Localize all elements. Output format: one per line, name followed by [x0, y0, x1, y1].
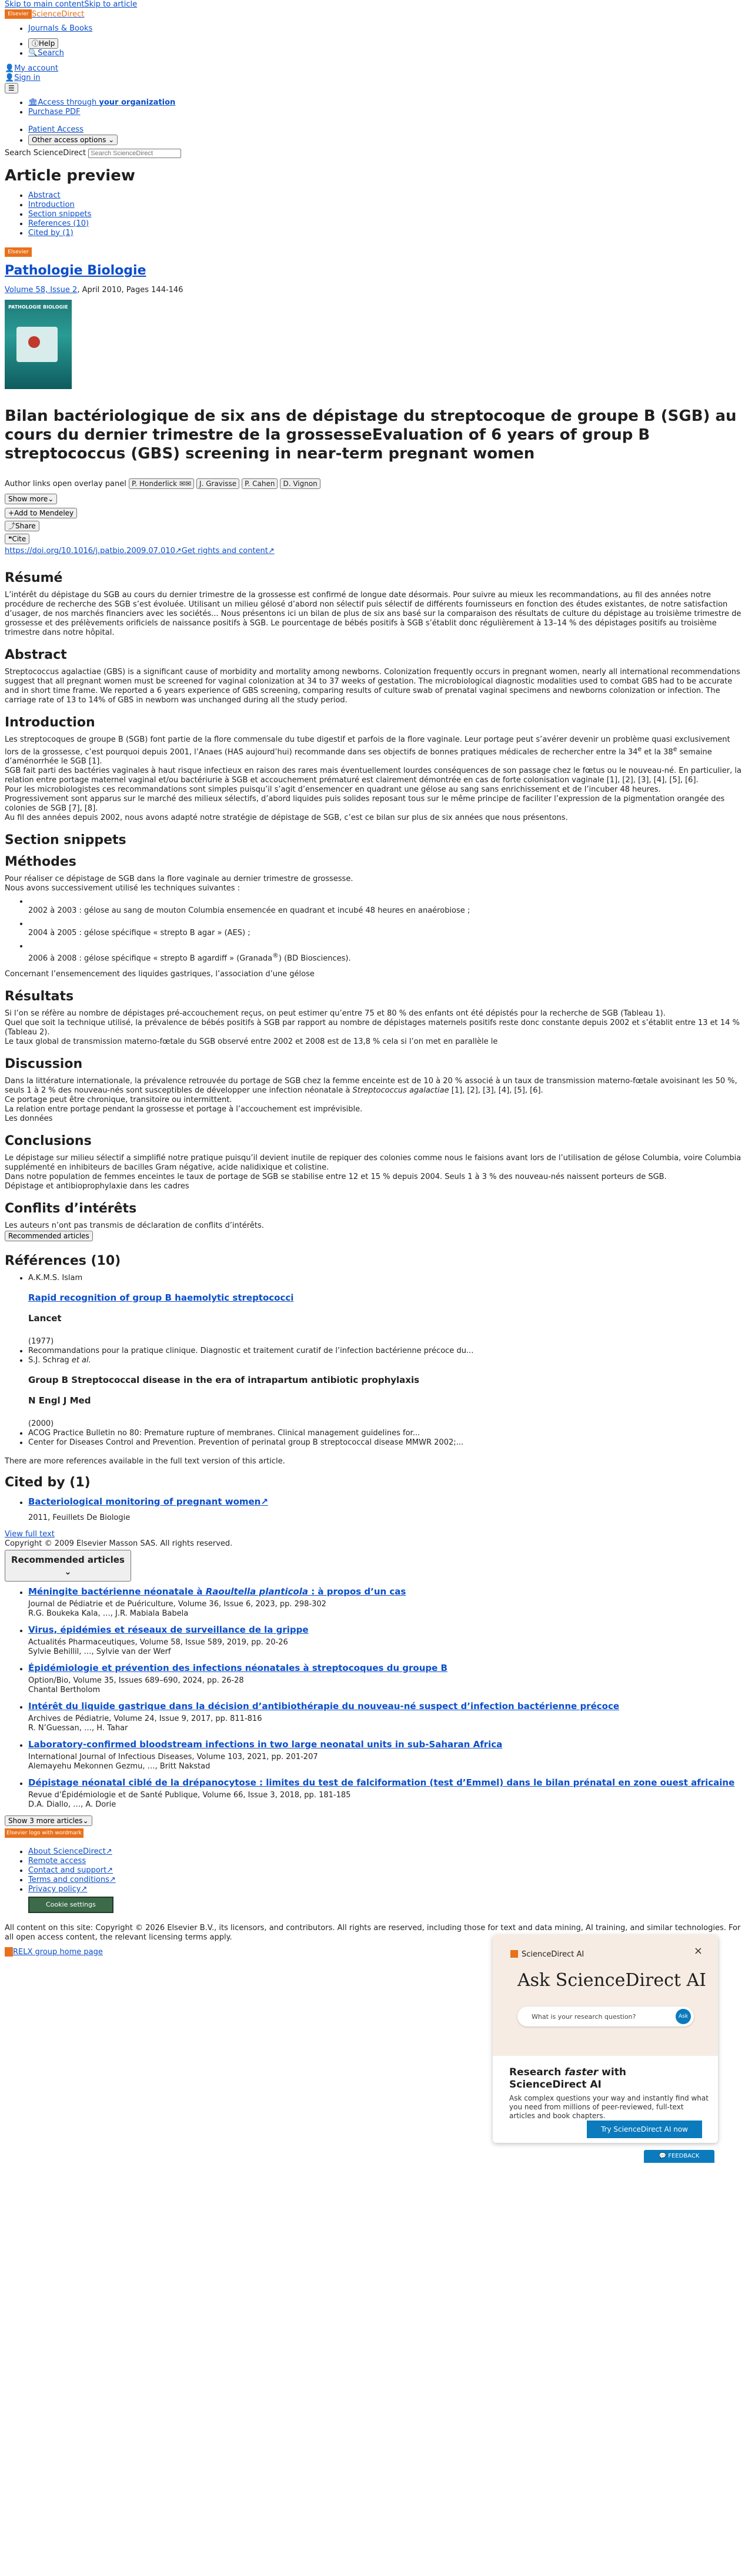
ai-headline-italic: faster [564, 2066, 599, 2078]
abstract-heading: Abstract [5, 648, 67, 662]
intro-paragraph-5: Au fil des années depuis 2002, nous avons adapté notre stratégie de dépistage de SGB, c’est ce bilan sur plus de six années que nous présentons. [5, 813, 568, 823]
add-mendeley-button[interactable] [5, 508, 77, 518]
author-button[interactable] [129, 478, 194, 489]
sciencedirect-ai-icon [510, 1950, 518, 1958]
recommended-authors: Sylvie Behillil, …, Sylvie van der Werf [28, 1647, 171, 1656]
footer-link-label: Remote access [28, 1857, 86, 1866]
doi-row [5, 547, 746, 556]
elsevier-tree-icon: Elsevier [5, 247, 32, 257]
article-preview-title: Article preview [5, 166, 135, 185]
recommended-title-link[interactable] [28, 1777, 734, 1788]
ask-button[interactable]: Ask [676, 2009, 691, 2024]
reference-journal: N Engl J Med [28, 1395, 91, 1406]
methods-paragraph-3: Concernant l’ensemencement des liquides gastriques, l’association d’une gélose [5, 969, 315, 979]
account-area [5, 64, 746, 93]
recommended-title: Laboratory-confirmed bloodstream infections in two large neonatal units in sub-Saharan Africa [28, 1738, 503, 1750]
recommended-articles-small-button[interactable]: Recommended articles [5, 1231, 93, 1241]
recommended-list [5, 1586, 746, 1810]
intro-p1-a: Les streptocoques de groupe B (SGB) font partie de la flore commensale du tube digestif et parfois de la flore vaginale. Leur portage peut s’avérer devenir un problème quasi exclusivement lors de la grossesse, c’est pourquoi depuis 2001, l’Anaes (HAS aujourd’hui) recommande dans ses objectifs de bonnes pratiques médicales de rechercher entre la 34 [5, 735, 730, 757]
volume-info [5, 286, 746, 295]
institution-access-link[interactable] [28, 98, 175, 107]
rights-text: Get rights and content [181, 547, 268, 555]
search-form-label: Search ScienceDirect [5, 148, 86, 158]
references-list [5, 1274, 746, 1448]
reference-year: (2000) [28, 1419, 54, 1428]
email-icon: ✉✉ [177, 480, 192, 488]
show-more-label: Show more [8, 495, 48, 503]
reference-etal: et al. [71, 1355, 91, 1365]
toc-link[interactable]: Section snippets [28, 209, 92, 219]
discussion-paragraph-3: La relation entre portage pendant la grossesse et portage à l’accouchement est imprévisible. [5, 1104, 363, 1114]
recommended-title-link[interactable] [28, 1701, 619, 1711]
cookie-settings-button[interactable]: Cookie settings [28, 1897, 113, 1913]
reference-author: S.J. Schrag [28, 1355, 72, 1365]
show-more-articles-label: Show 3 more articles [8, 1816, 83, 1825]
footer-legal: All content on this site: Copyright © 2026 Elsevier B.V., its licensors, and contributors. All rights are reserved, including those for text and data mining, AI training, and similar technologies. For all open access content, the relevant licensing terms apply. [5, 1924, 741, 1942]
chevron-down-icon: ⌄ [64, 1566, 72, 1577]
view-full-text-link[interactable]: View full text [5, 1529, 55, 1539]
reference-journal: Lancet [28, 1312, 62, 1324]
relx-link[interactable] [5, 1948, 103, 1957]
share-label: Share [15, 522, 36, 530]
ai-search-placeholder: What is your research question? [532, 2013, 636, 2021]
reference-title: Group B Streptococcal disease in the era of intrapartum antibiotic prophylaxis [28, 1374, 420, 1385]
purchase-pdf-link[interactable]: Purchase PDF [28, 107, 81, 116]
conclusions-paragraph-2: Dans notre population de femmes enceintes le taux de portage de SGB se stabilise entre 12 et 15 % depuis 2004. Seuls 1 à 3 % des nouveau-nés naissent porteurs de SGB. [5, 1172, 667, 1181]
recommended-item [28, 1777, 746, 1810]
help-button[interactable] [28, 38, 58, 49]
toc-link[interactable]: References (10) [28, 219, 89, 228]
recommended-item [28, 1663, 746, 1695]
author-name: P. Cahen [245, 480, 275, 488]
cited-by-title: Bacteriological monitoring of pregnant women [28, 1496, 261, 1507]
discussion-paragraph-1 [5, 1077, 746, 1096]
recommended-authors: Chantal Bertholom [28, 1685, 101, 1694]
snippets-heading: Section snippets [5, 833, 126, 848]
recommended-title-link[interactable] [28, 1624, 309, 1635]
reference-title-link[interactable]: Rapid recognition of group B haemolytic streptococci [28, 1292, 294, 1303]
ai-headline-b: with ScienceDirect AI [509, 2066, 626, 2091]
publisher-logo-link[interactable] [5, 247, 32, 256]
cite-button[interactable] [5, 534, 29, 544]
header [5, 9, 746, 158]
page-root [5, 0, 746, 1957]
recommended-item [28, 1586, 746, 1619]
recommended-label: Recommended articles [11, 1554, 125, 1565]
recommended-journal: Revue d’Épidémiologie et de Santé Publique, Volume 66, Issue 3, 2018, pp. 181-185 [28, 1790, 351, 1800]
my-account-link[interactable]: My account [14, 63, 59, 73]
recommended-title-link[interactable] [28, 1663, 447, 1673]
menu-button[interactable] [5, 83, 18, 93]
recommended-articles-button[interactable] [5, 1550, 131, 1582]
recommended-title: Virus, épidémies et réseaux de surveillance de la grippe [28, 1624, 309, 1635]
footer-link[interactable] [28, 1885, 87, 1894]
external-link-icon: ↗ [109, 1875, 116, 1885]
elsevier-wordmark-icon: Elsevier logo with wordmark [5, 1828, 83, 1838]
recommended-title-link[interactable] [28, 1739, 502, 1750]
author-name: P. Honderlick [131, 480, 178, 488]
toc-item [28, 210, 746, 219]
recommended-journal: International Journal of Infectious Diseases, Volume 103, 2021, pp. 201-207 [28, 1752, 318, 1761]
author-links-label: Author links open overlay panel [5, 480, 126, 488]
doi-link[interactable] [5, 547, 182, 555]
external-link-icon: ↗ [260, 1496, 268, 1507]
chevron-down-icon: ⌄ [82, 1816, 89, 1825]
toc-item [28, 229, 746, 238]
home-link[interactable] [5, 9, 85, 26]
recommended-journal: Archives de Pédiatrie, Volume 24, Issue 9, 2017, pp. 811-816 [28, 1714, 262, 1723]
feedback-label: FEEDBACK [668, 2153, 700, 2159]
other-access-button[interactable] [28, 135, 118, 145]
reference-item: • Recommandations pour la pratique clinique. Diagnostic et traitement curatif de l’infection bactérienne précoce du... [28, 1346, 746, 1356]
footer-link-label: Privacy policy [28, 1885, 81, 1894]
conclusions-paragraph-3: Dépistage et antibioprophylaxie dans les cadres [5, 1181, 189, 1191]
intro-p1-b: et la 38 [642, 748, 673, 757]
patient-access-link[interactable]: Patient Access [28, 125, 83, 134]
cover-graphic-dot [28, 336, 40, 348]
author-name: D. Vignon [283, 480, 318, 488]
cited-by-list [5, 1496, 746, 1523]
recommended-authors: Alemayehu Mekonnen Gezmu, …, Britt Nakstad [28, 1761, 211, 1771]
cited-by-heading: Cited by (1) [5, 1475, 91, 1490]
methods-paragraph-1: Pour réaliser ce dépistage de SGB dans la flore vaginale au dernier trimestre de grossesse. [5, 875, 353, 884]
institution-icon: 🏛 [28, 98, 38, 107]
conclusions-paragraph-1: Le dépistage sur milieu sélectif a simplifié notre pratique puisqu’il devient inutile de repiquer des colonies comme nous le faisions avant lors de l’utilisation de gélose Columbia, voire Columbia supplémenté en inhibiteurs de bacilles Gram négative, acide nalidixique et colistine. [5, 1153, 741, 1172]
recommended-title-end: : à propos d’un cas [308, 1586, 406, 1597]
cited-by-meta: 2011, Feuillets De Biologie [28, 1513, 131, 1522]
author-group [5, 478, 746, 489]
toc-link[interactable]: Abstract [28, 190, 61, 200]
journal-title-link[interactable]: Pathologie Biologie [5, 263, 146, 278]
ai-promo-header [493, 1935, 718, 2056]
footer-link[interactable] [28, 1866, 113, 1875]
ai-description: Ask complex questions your way and instantly find what you need from millions of peer-reviewed, full-text articles and book chapters. [509, 2094, 709, 2120]
article-title-fr: Bilan bactériologique de six ans de dépistage du streptocoque de groupe B (SGB) au cours du dernier trimestre de la grossesse [5, 407, 737, 444]
journal-cover-text: PATHOLOGIE BIOLOGIE [8, 304, 68, 310]
recommended-title: Dépistage néonatal ciblé de la drépanocytose : limites du test de falciformation (test d’Emmel) dans le bilan prénatal en zone ouest africaine [28, 1777, 735, 1788]
resume-heading: Résumé [5, 571, 63, 585]
elsevier-logo-icon: Elsevier logo [5, 9, 32, 19]
reference-item: • ACOG Practice Bulletin no 80: Premature rupture of membranes. Clinical management guidelines for... [28, 1429, 746, 1438]
recommended-authors: D.A. Diallo, …, A. Dorie [28, 1800, 116, 1809]
reference-item: • Center for Diseases Control and Prevention. Prevention of perinatal group B streptococcal disease MMWR 2002;... [28, 1438, 746, 1448]
other-access-label: Other access options [32, 135, 106, 144]
share-button[interactable] [5, 521, 39, 531]
recommended-title-italic: Raoultella planticola [205, 1586, 308, 1597]
methods-item: 2002 à 2003 : gélose au sang de mouton Columbia ensemencée en quadrant et incubé 48 heures en anaérobiose ; [28, 906, 470, 916]
access-through-label: Access through [38, 98, 99, 107]
author-button[interactable] [242, 478, 278, 489]
ai-brand [510, 1950, 584, 1959]
recommended-title: Intérêt du liquide gastrique dans la décision d’antibiothérapie du nouveau-né suspect d’infection bactérienne précoce [28, 1700, 620, 1711]
recommended-item [28, 1739, 746, 1771]
help-icon: ⓘ [32, 39, 39, 48]
person-icon: 👤 [5, 63, 15, 73]
recommended-journal: Option/Bio, Volume 35, Issues 689–690, 2024, pp. 26-28 [28, 1676, 244, 1685]
toc-item [28, 219, 746, 229]
discussion-p1-b: [1], [2], [3], [4], [5], [6]. [449, 1086, 543, 1095]
discussion-p1-a: Dans la littérature internationale, la prévalence retrouvée du portage de SGB chez la femme enceinte est de 10 à 20 % associé à un taux de transmission materno-fœtale avoisinant les 50 %, seuls 1 à 2 % des nouveau-nés sont susceptibles de développer une infection néonatale à [5, 1076, 737, 1095]
footer-link-item [28, 1885, 746, 1894]
recommended-journal: Journal de Pédiatrie et de Puériculture, Volume 36, Issue 6, 2023, pp. 298-302 [28, 1599, 326, 1609]
results-paragraph-1: Si l’on se réfère au nombre de dépistages pré-accouchement reçus, on peut estimer qu’entre 75 et 80 % des enfants ont été dépistés pour la recherche de SGB (Tableau 1). [5, 1009, 666, 1018]
recommended-journal: Actualités Pharmaceutiques, Volume 58, Issue 589, 2019, pp. 20-26 [28, 1637, 288, 1647]
article-title [5, 407, 746, 463]
sign-in-link[interactable]: Sign in [14, 73, 41, 82]
external-link-icon: ↗ [81, 1885, 88, 1894]
reference-item [28, 1274, 746, 1346]
recommended-title-link[interactable] [28, 1586, 406, 1597]
intro-paragraph-1 [5, 735, 746, 766]
intro-p1-c: semaine d’aménorrhée le SGB [1]. [5, 748, 712, 766]
resume-text: L’intérêt du dépistage du SGB au cours du dernier trimestre de la grossesse est confirmé de longue date désormais. Pour suivre au mieux les recommandations, au fil des années notre procédure de recherche des SGB s’est évoluée. Utilisant un milieu gélosé d’abord non sélectif puis sélectif de différents fournisseurs en fonction des études existantes, de notre satisfaction d’usager, de nos marchés financiers avec les sociétés... Nous présentons ici un bilan de plus de six ans basé sur la comparaison des résultats de culture du dépistage au troisième trimestre de grossesse et des prélèvements orificiels de naissance positifs à SGB. Le pourcentage de bébés positifs à SGB s’établit donc régulièrement à 13–14 % des dépistages positifs au troisième trimestre dans notre hôpital. [5, 591, 741, 637]
footer-link-label: About ScienceDirect [28, 1847, 106, 1857]
toc-link[interactable]: Cited by (1) [28, 228, 74, 237]
relx-label: RELX group home page [13, 1947, 103, 1957]
author-button[interactable] [196, 478, 239, 489]
journal-cover-image[interactable] [5, 300, 72, 389]
journals-books-link[interactable]: Journals & Books [28, 24, 93, 33]
intro-sup-1: e [637, 745, 642, 753]
discussion-italic: Streptococcus agalactiae [352, 1086, 449, 1095]
author-button[interactable] [280, 478, 320, 489]
skip-main-link[interactable]: Skip to main content [5, 0, 85, 9]
cited-by-title-link[interactable] [28, 1496, 268, 1507]
show-more-articles-button[interactable] [5, 1815, 92, 1826]
ai-brand-label: ScienceDirect AI [522, 1950, 584, 1959]
methods-heading: Méthodes [5, 855, 76, 870]
footer-link-label: Terms and conditions [28, 1875, 109, 1885]
footer-link[interactable] [28, 1857, 86, 1865]
reference-year: (1977) [28, 1336, 54, 1346]
external-link-icon: ↗ [105, 1847, 112, 1857]
share-icon: ⤴ [8, 522, 16, 530]
results-paragraph-3: Le taux global de transmission materno-fœtale du SGB observé entre 2002 et 2008 est de 13,8 % cela si l’on met en parallèle le [5, 1037, 498, 1046]
conflicts-heading: Conflits d’intérêts [5, 1201, 137, 1216]
volume-link[interactable]: Volume 58, Issue 2 [5, 286, 78, 294]
external-link-icon: ↗ [268, 547, 275, 555]
methods-item-end: ) (BD Biosciences). [278, 954, 351, 963]
author-name: J. Gravisse [199, 480, 237, 488]
footer-link-item [28, 1847, 746, 1857]
footer-link-item [28, 1866, 746, 1875]
footer-link[interactable] [28, 1847, 112, 1856]
footer-link-label: Contact and support [28, 1866, 107, 1875]
help-label: Help [39, 39, 55, 48]
sciencedirect-wordmark: ScienceDirect [32, 9, 85, 19]
ai-search-box[interactable] [517, 2006, 694, 2026]
intro-paragraph-4: Progressivement sont apparus sur le marché des milieux sélectifs, d’abord liquides puis solides reposant tous sur le même principe de faciliter l’expression de la pigmentation orangée des colonies de SGB [7], [8]. [5, 795, 725, 813]
ai-promo-dialog [493, 1935, 718, 2143]
external-link-icon: ↗ [106, 1866, 113, 1875]
skip-article-link[interactable]: Skip to article [84, 0, 138, 9]
footer-links [5, 1847, 746, 1894]
recommended-item [28, 1624, 746, 1657]
skip-links [5, 0, 746, 9]
abstract-text: Streptococcus agalactiae (GBS) is a significant cause of morbidity and mortality among newborns. Colonization frequently occurs in pregnant women, nearly all international recommendations suggest that all pregnant women must be screened for vaginal colonization at 34 to 37 weeks of gestation. The microbiological diagnostic modalities used to combat GBS had to be accurate and in short time frame. We reported a 6 years experience of GBS screening, comparing results of culture swab of prenatal vaginal specimens and newborns colonization or infection. The carriage rate of 13 to 14% of GBS in newborn was unchanged during all the study period. [5, 668, 740, 705]
ai-headline-a: Research [509, 2066, 565, 2078]
results-paragraph-2: Quel que soit la technique utilisé, la prévalence de bébés positifs à SGB par rapport au nombre de dépistages maternels positifs reste donc constante depuis 2002 et s’établit entre 13 et 14 % (Tableau 2). [5, 1018, 740, 1037]
toc-item [28, 191, 746, 200]
footer-link[interactable] [28, 1875, 116, 1884]
article-title-en: Evaluation of 6 years of group B streptococcus (GBS) screening in near-term pregnant women [5, 426, 650, 463]
chevron-down-icon: ⌄ [108, 135, 115, 144]
access-options [5, 98, 746, 145]
methods-paragraph-2: Nous avons successivement utilisé les techniques suivantes : [5, 884, 240, 893]
intro-sup-2: e [673, 745, 677, 753]
intro-paragraph-2: SGB fait parti des bactéries vaginales à haut risque infectieux en raison des rares mais éventuellement lourdes conséquences de son passage chez le fœtus ou le nouveau-né. En particulier, la relation entre portage maternel vaginal et/ou bactériurie à SGB et accouchement prématuré est clairement démontrée en cas de forte colonisation vaginale [1], [2], [3], [4], [5], [6]. [5, 766, 741, 785]
references-heading: Références (10) [5, 1253, 121, 1268]
discussion-heading: Discussion [5, 1056, 83, 1071]
ai-headline [509, 2066, 703, 2091]
reference-item [28, 1356, 746, 1429]
search-form [5, 149, 746, 158]
reference-author: • A.K.M.S. Islam [28, 1273, 83, 1282]
recommended-authors: R.G. Boukeka Kala, …, J.R. Mabiala Babela [28, 1609, 189, 1618]
search-icon: 🔍 [28, 48, 38, 58]
ai-title: Ask ScienceDirect AI [517, 1970, 707, 1991]
try-ai-button[interactable]: Try ScienceDirect AI now [587, 2121, 702, 2138]
recommended-authors: R. N’Guessan, …, H. Tahar [28, 1723, 128, 1733]
intro-paragraph-3: Pour les microbiologistes ces recommandations sont simples puisqu’il s’agit d’ensemencer en quadrant une gélose au sang sans enrichissement et de l’incuber 48 heures. [5, 785, 661, 795]
header-actions [5, 38, 746, 58]
preview-toc [5, 191, 746, 238]
methods-list [5, 897, 746, 963]
rights-link[interactable] [182, 547, 275, 555]
recommended-title: Épidémiologie et prévention des infections néonatales à streptocoques du groupe B [28, 1662, 447, 1673]
introduction-heading: Introduction [5, 715, 95, 730]
plus-icon: + [8, 509, 15, 517]
elsevier-footer-logo-link[interactable] [5, 1828, 83, 1837]
doi-text: https://doi.org/10.1016/j.patbio.2009.07.010 [5, 547, 175, 555]
discussion-paragraph-4: Les données [5, 1114, 53, 1123]
copyright-notice: Copyright © 2009 Elsevier Masson SAS. All rights reserved. [5, 1539, 233, 1548]
header-nav [5, 24, 746, 34]
recommended-title: Méningite bactérienne néonatale à [28, 1586, 206, 1597]
registered-mark: ® [272, 952, 279, 960]
cited-by-item [28, 1496, 746, 1523]
feedback-button[interactable] [644, 2150, 714, 2163]
quote-icon: ❝ [8, 535, 12, 543]
methods-item: 2006 à 2008 : gélose spécifique « strepto B agardiff » (Granada [28, 954, 273, 963]
person-icon: 👤 [5, 73, 15, 82]
search-input[interactable] [88, 149, 181, 158]
search-link[interactable] [28, 49, 64, 58]
cite-label: Cite [12, 535, 26, 543]
close-icon[interactable]: × [693, 1945, 703, 1957]
conclusions-heading: Conclusions [5, 1133, 92, 1148]
toc-link[interactable]: Introduction [28, 200, 75, 209]
recommended-item [28, 1701, 746, 1733]
date-pages: , April 2010, Pages 144-146 [77, 286, 183, 294]
external-link-icon: ↗ [175, 547, 182, 555]
discussion-paragraph-2: Ce portage peut être chronique, transitoire ou intermittent. [5, 1095, 232, 1104]
feedback-icon: 💬 [659, 2153, 669, 2159]
footer-link-item [28, 1875, 746, 1885]
relx-logo-icon [5, 1947, 13, 1957]
chevron-down-icon: ⌄ [48, 495, 54, 503]
hamburger-icon: ☰ [8, 83, 15, 92]
footer-link-item [28, 1857, 746, 1866]
show-more-button[interactable] [5, 494, 57, 504]
methods-item: 2004 à 2005 : gélose spécifique « strepto B agar » (AES) ; [28, 929, 250, 938]
more-references-note: There are more references available in the full text version of this article. [5, 1456, 285, 1466]
results-heading: Résultats [5, 989, 74, 1004]
your-org-label: your organization [99, 98, 176, 107]
toc-item [28, 200, 746, 210]
conflicts-text: Les auteurs n’ont pas transmis de déclaration de conflits d’intérêts. [5, 1221, 264, 1230]
add-mendeley-label: Add to Mendeley [14, 509, 74, 517]
search-label: Search [38, 48, 64, 58]
journal-header [5, 247, 746, 390]
